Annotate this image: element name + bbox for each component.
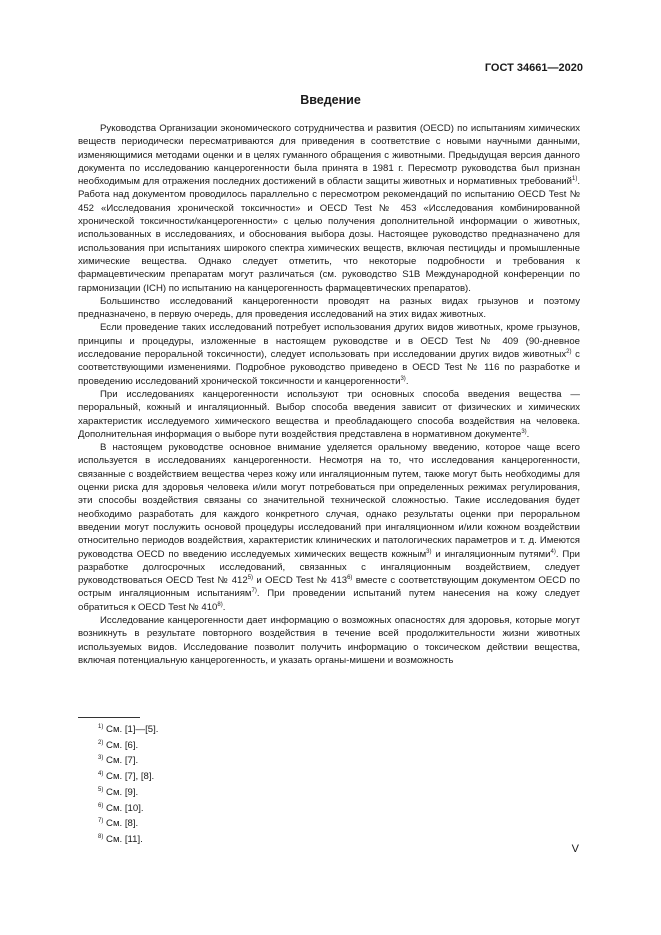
paragraph bbox=[78, 441, 580, 614]
footnote-item bbox=[98, 738, 158, 754]
footnote-ref: 1) bbox=[571, 176, 578, 183]
paragraph-text: . При проведении испытаний путем нанесения на кожу следует обратиться к OECD Test № 410 bbox=[78, 588, 580, 613]
footnote-mark: 7) bbox=[98, 818, 104, 825]
paragraph-text: . bbox=[405, 375, 409, 387]
page-number: V bbox=[571, 843, 579, 855]
paragraph bbox=[78, 388, 580, 441]
footnote-ref: 5) bbox=[247, 575, 254, 582]
paragraph-text: вместе с соответствующим документом OECD по острым ингаляционным испытаниям bbox=[78, 575, 580, 600]
paragraph bbox=[78, 614, 580, 667]
footnote-item bbox=[98, 801, 158, 817]
footnote-text: См. [10]. bbox=[103, 802, 144, 814]
paragraph bbox=[78, 122, 580, 295]
footnote-text: См. [7], [8]. bbox=[103, 771, 155, 783]
footnote-text: См. [8]. bbox=[103, 818, 139, 830]
footnote-ref: 6) bbox=[347, 575, 353, 582]
footnote-text: См. [9]. bbox=[103, 786, 139, 798]
footnote-ref: 3) bbox=[426, 548, 432, 555]
footnote-ref: 7) bbox=[251, 588, 257, 595]
footnote-item bbox=[98, 722, 158, 738]
footnote-ref: 8) bbox=[217, 601, 223, 608]
paragraph-text: с соответствующими изменениями. Подробное руководство приведено в OECD Test № 116 по разработке и проведению исследований хронической токсичности и канцерогенности bbox=[78, 349, 580, 387]
footnote-text: См. [6]. bbox=[103, 739, 139, 751]
footnote-mark: 5) bbox=[98, 786, 104, 793]
paragraph-text: Исследование канцерогенности дает информацию о возможных опасностях для здоровья, которые могут возникнуть в результате повторного воздействия в течение всей продолжительности жизни животных используемых видов. Исследование позволит получить информацию о токсическом действии вещества, включая потенциальную канцерогенность, и указать органы-мишени и возможность bbox=[78, 614, 580, 666]
footnote-mark: 6) bbox=[98, 802, 104, 809]
footnote-text: См. [11]. bbox=[103, 833, 143, 845]
paragraph bbox=[78, 295, 580, 322]
footnote-ref: 4) bbox=[550, 548, 556, 555]
document-code: ГОСТ 34661—2020 bbox=[484, 62, 583, 74]
paragraph-text: и ингаляционным путями bbox=[431, 548, 551, 560]
footnote-item bbox=[98, 832, 158, 848]
paragraph-text: Большинство исследований канцерогенности проводят на разных видах грызунов и поэтому предназначено, в первую очередь, для проведения исследований на этих видах животных. bbox=[78, 295, 580, 321]
paragraph-text: Если проведение таких исследований потребует использования других видов животных, кроме грызунов, принципы и процедуры, изложенные в настоящем руководстве и в OECD Test № 409 (90-дневное исследование пероральной токсичности), следует использовать при исследовании других видов животных bbox=[78, 322, 580, 361]
paragraph-text: и OECD Test № 413 bbox=[253, 575, 348, 587]
footnote-ref: 2) bbox=[566, 349, 572, 356]
footnote-item bbox=[98, 753, 158, 769]
paragraph-text: . Работа над документом проводилось параллельно с пересмотром рекомендаций по испытанию OECD Test № 452 «Исследования хронической токсичности» и OECD Test № 453 «Исследования комбинированной хронической токсичности/канцерогенности» с целью получения дополнительной информации о животных, использованных в исследованиях, и обоснования выбора дозы. Настоящее руководство предназначено для использования при испытаниях широкого спектра химических веществ, включая пестициды и промышленные химические вещества. Однако следует отметить, что некоторые подробности и требования к фармацевтическим препаратам могут различаться (см. руководство S1B Международной конференции по гармонизации (ICH) по испытанию на канцерогенность фармацевтических препаратов). bbox=[78, 176, 580, 294]
footnote-item bbox=[98, 816, 158, 832]
section-title: Введение bbox=[300, 93, 361, 107]
footnote-text: См. [7]. bbox=[103, 755, 139, 767]
paragraph-text: . bbox=[526, 428, 530, 440]
paragraph-text: В настоящем руководстве основное внимание уделяется оральному введению, которое чаще всего используется в исследованиях канцерогенности. Несмотря на то, что исследования канцерогенности, связанные с воздействием вещества через кожу или ингаляционным путем, также могут быть необходимы для оценки риска для здоровья человека и/или могут потребоваться при определенных режимах регулирования, эти способы воздействия связаны со значительной технической сложностью. Такие исследования будет необходимо разработать для каждого конкретного случая, однако результаты оценки при пероральном введении могут послужить основой процедуры исследований при ингаляционном и/или кожном воздействии относительно периодов воздействия, характеристик клинических и патологических параметров и т. д. Имеются руководства OECD по введению исследуемых химических веществ кожным bbox=[78, 442, 580, 560]
footnote-mark: 1) bbox=[98, 724, 104, 730]
footnotes-list bbox=[98, 722, 158, 848]
footnote-divider bbox=[78, 717, 140, 718]
paragraph bbox=[78, 321, 580, 387]
footnote-mark: 3) bbox=[98, 755, 104, 762]
paragraph-text: . bbox=[222, 601, 226, 613]
footnote-ref: 3) bbox=[521, 428, 527, 435]
body-text bbox=[78, 122, 580, 667]
footnote-ref: 3) bbox=[400, 375, 406, 382]
footnote-text: См. [1]—[5]. bbox=[103, 724, 159, 735]
paragraph-text: . При разработке долгосрочных исследований, связанных с ингаляционным воздействием, следует руководствоваться OECD Test № 412 bbox=[78, 548, 581, 587]
footnote-mark: 8) bbox=[98, 833, 104, 840]
paragraph-text: При исследованиях канцерогенности используют три основных способа введения вещества — пероральный, кожный и ингаляционный. Выбор способа введения зависит от физических и химических характеристик исследуемого химического вещества и преобладающего способа воздействия на человека. Дополнительная информация о выборе пути воздействия представлена в нормативном документе bbox=[78, 388, 580, 440]
footnote-item bbox=[98, 769, 158, 785]
footnote-item bbox=[98, 785, 158, 801]
paragraph-text: Руководства Организации экономического сотрудничества и развития (OECD) по испытаниям химических веществ периодически пересматриваются для приведения в соответствие с новыми научными данными, изменяющимися методами оценки и в целях гуманного обращения с животными. Предыдущая версия данного документа по исследованию канцерогенности была принята в 1981 г. Пересмотр руководства был признан необходимым для отражения последних достижений в области защиты животных и нормативных требований bbox=[78, 123, 580, 188]
footnote-mark: 2) bbox=[98, 739, 104, 746]
footnote-mark: 4) bbox=[98, 771, 104, 778]
